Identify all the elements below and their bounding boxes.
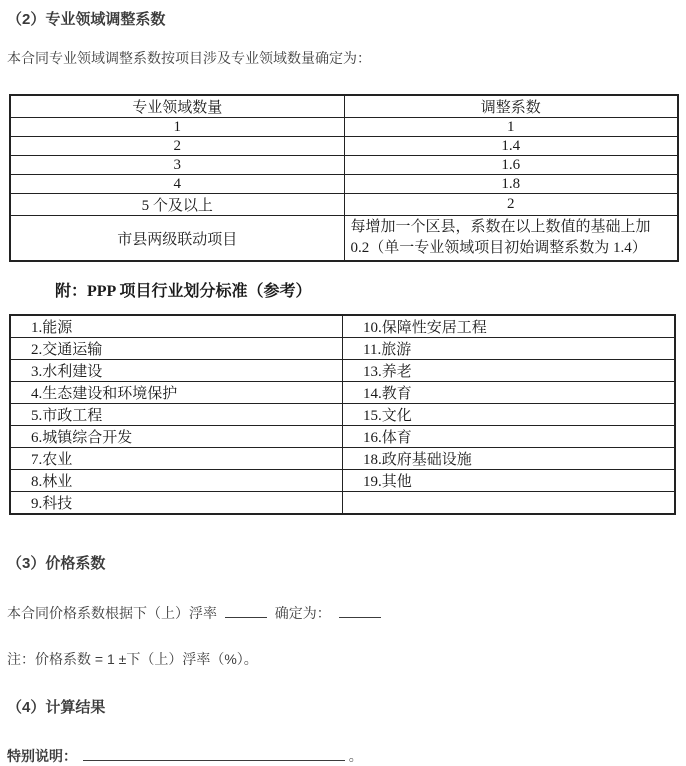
special-note-line (7, 746, 686, 766)
table-row (10, 156, 678, 175)
table-row (10, 118, 678, 137)
industry-cell: 14.教育 (343, 382, 676, 404)
special-note-blank-field (83, 748, 345, 761)
appendix-title: 附：PPP 项目行业划分标准（参考） (55, 283, 312, 300)
industry-cell: 2.交通运输 (10, 338, 343, 360)
coef-cell-count: 1 (10, 118, 344, 137)
coef-cell-value: 2 (344, 194, 678, 216)
industry-cell: 8.林业 (10, 470, 343, 492)
coef-cell-value: 1.8 (344, 175, 678, 194)
industry-cell: 1.能源 (10, 315, 343, 338)
coef-cell-count: 2 (10, 137, 344, 156)
industry-cell (343, 492, 676, 515)
table-row-linked-project (10, 216, 678, 262)
industry-cell: 6.城镇综合开发 (10, 426, 343, 448)
coef-cell-count: 3 (10, 156, 344, 175)
table-row (10, 470, 675, 492)
coefficient-table (9, 94, 679, 262)
industry-cell: 10.保障性安居工程 (343, 315, 676, 338)
price-coef-sentence-middle: 确定为： (274, 605, 331, 621)
industry-cell: 7.农业 (10, 448, 343, 470)
table-row (10, 338, 675, 360)
section2-heading: （2）专业领域调整系数 (7, 11, 166, 28)
special-note-label: 特别说明： (7, 748, 77, 764)
table-row (10, 404, 675, 426)
coef-cell-value: 1.6 (344, 156, 678, 175)
coef-cell-value: 1 (344, 118, 678, 137)
industry-cell: 5.市政工程 (10, 404, 343, 426)
coef-header-field-count: 专业领域数量 (10, 95, 344, 118)
table-row (10, 382, 675, 404)
coef-cell-linked-project-rule: 每增加一个区县，系数在以上数值的基础上加 0.2（单一专业领域项目初始调整系数为 1.4） (344, 216, 678, 262)
industry-cell: 16.体育 (343, 426, 676, 448)
coef-cell-linked-project: 市县两级联动项目 (10, 216, 344, 262)
coefficient-table-header-row (10, 95, 678, 118)
industry-cell: 15.文化 (343, 404, 676, 426)
special-note-period: 。 (348, 748, 363, 764)
table-row (10, 426, 675, 448)
contract-document (0, 8, 686, 766)
section3-sentence (7, 603, 686, 623)
table-row (10, 175, 678, 194)
section2-intro-text: 本合同专业领域调整系数按项目涉及专业领域数量确定为： (7, 50, 371, 66)
table-row (10, 194, 678, 216)
coef-cell-value: 1.4 (344, 137, 678, 156)
price-coef-blank-field (339, 605, 381, 618)
industry-cell: 4.生态建设和环境保护 (10, 382, 343, 404)
table-row (10, 137, 678, 156)
price-coef-sentence-prefix: 本合同价格系数根据下（上）浮率 (7, 605, 217, 621)
section3-note: 注：价格系数 = 1 ±下（上）浮率（%）。 (7, 651, 258, 667)
coef-header-coefficient: 调整系数 (344, 95, 678, 118)
section3-heading: （3）价格系数 (7, 555, 106, 572)
industry-cell: 9.科技 (10, 492, 343, 515)
table-row (10, 360, 675, 382)
table-row (10, 448, 675, 470)
industry-cell: 13.养老 (343, 360, 676, 382)
table-row (10, 315, 675, 338)
section4-heading: （4）计算结果 (7, 699, 106, 716)
float-rate-blank-field (225, 605, 267, 618)
industry-cell: 11.旅游 (343, 338, 676, 360)
coef-cell-count: 5 个及以上 (10, 194, 344, 216)
coef-cell-count: 4 (10, 175, 344, 194)
industry-cell: 3.水利建设 (10, 360, 343, 382)
industry-classification-table (9, 314, 676, 515)
table-row (10, 492, 675, 515)
industry-cell: 19.其他 (343, 470, 676, 492)
industry-cell: 18.政府基础设施 (343, 448, 676, 470)
